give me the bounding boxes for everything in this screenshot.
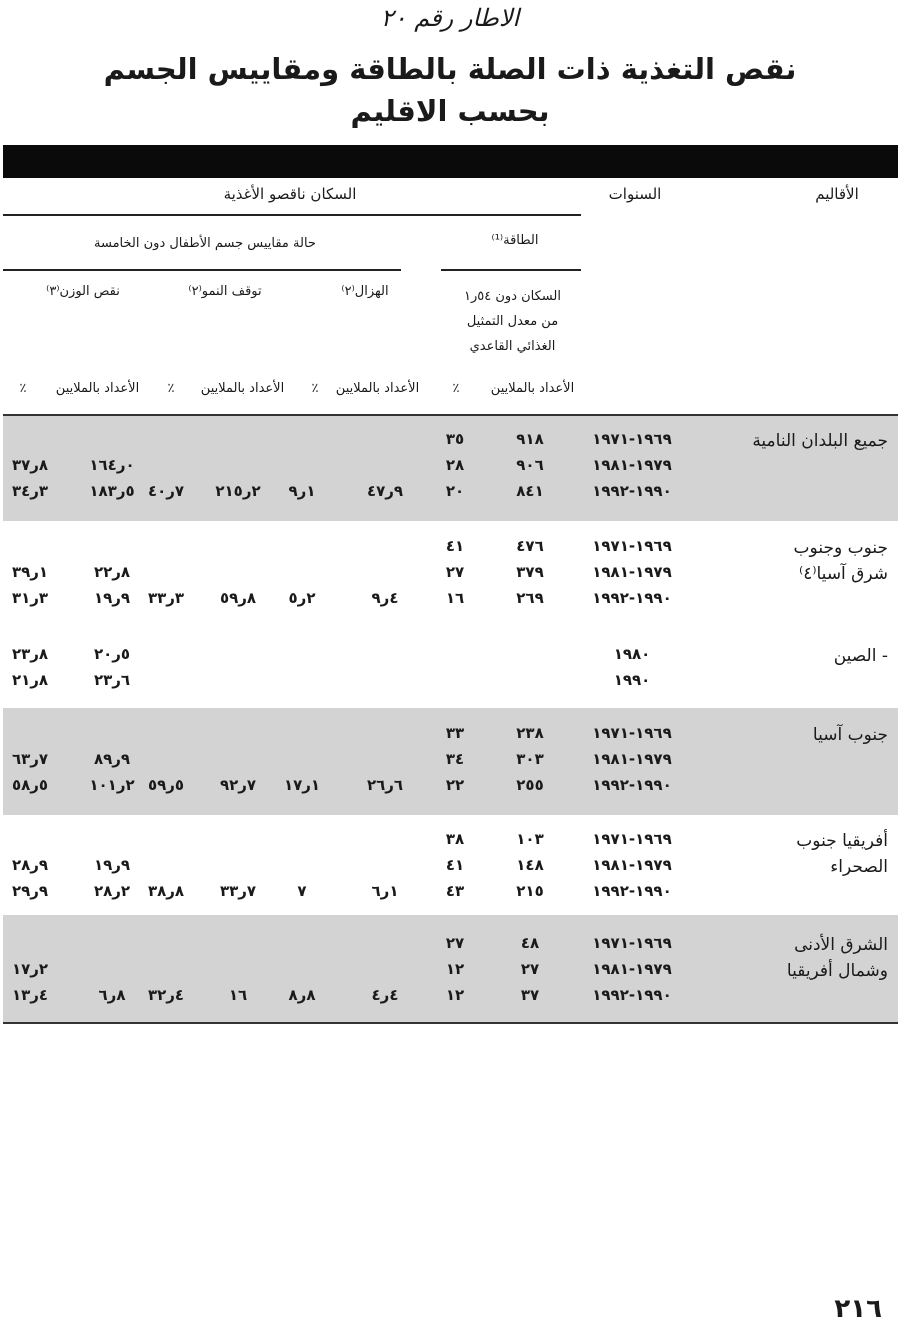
unit-wasting-num: الأعداد بالملايين — [335, 381, 420, 396]
col-anthropometry: حالة مقاييس جسم الأطفال دون الخامسة — [94, 236, 316, 251]
region-name — [728, 535, 888, 587]
cell-under-pct: ٩ر٢٨ — [11, 856, 49, 874]
cell-stunting-pct: ٨ر٣٨ — [147, 882, 185, 900]
cell-energy-num: ٢١٥ — [516, 882, 544, 900]
cell-under-pct: ٣ر٣١ — [11, 589, 49, 607]
page-subtitle: بحسب الاقليم — [350, 94, 550, 128]
cell-under-num: ٩ر١٩ — [93, 856, 131, 874]
region-name-line: وشمال أفريقيا — [786, 961, 888, 981]
cell-energy-num: ٣٠٣ — [516, 750, 544, 768]
region-name — [728, 932, 888, 984]
cell-under-pct: ٨ر٢١ — [11, 671, 49, 689]
unit-energy-pct: ٪ — [452, 381, 460, 396]
cell-energy-num: ٩٠٦ — [516, 456, 544, 474]
cell-energy-num: ٤٨ — [520, 934, 540, 952]
header-rule-3 — [441, 269, 581, 271]
cell-under-num: ٠ر١٦٤ — [89, 456, 135, 474]
cell-stunting-pct: ٥ر٥٩ — [147, 776, 185, 794]
unit-stunting-pct: ٪ — [167, 381, 175, 396]
cell-under-num: ٦ر٢٣ — [93, 671, 131, 689]
cell-years: ١٩٨٠ — [613, 645, 651, 663]
col-years: السنوات — [608, 185, 662, 203]
cell-stunting-num: ٧ر٣٣ — [219, 882, 257, 900]
col-stunting: توقف النمو⁽٢⁾ — [188, 284, 262, 299]
unit-under-pct: ٪ — [19, 381, 27, 396]
cell-wasting-num: ٤ر٩ — [371, 589, 399, 607]
energy-sub-line-1: السكان دون ٥٤ر١ — [464, 289, 561, 304]
cell-wasting-num: ٤ر٤ — [371, 986, 399, 1004]
table-rule — [3, 414, 898, 416]
cell-energy-pct: ٤١ — [445, 856, 465, 874]
col-regions: الأقاليم — [815, 185, 859, 203]
cell-years: ١٩٦٩-١٩٧١ — [592, 830, 672, 848]
cell-energy-num: ٢٥٥ — [516, 776, 544, 794]
cell-under-num: ٥ر١٨٣ — [89, 482, 135, 500]
cell-under-num: ٨ر٦ — [98, 986, 126, 1004]
cell-energy-pct: ١٢ — [445, 960, 465, 978]
unit-under-num: الأعداد بالملايين — [55, 381, 140, 396]
unit-energy-num: الأعداد بالملايين — [490, 381, 575, 396]
cell-energy-pct: ٤١ — [445, 537, 465, 555]
cell-energy-pct: ٢٧ — [445, 563, 465, 581]
header-rule-1 — [3, 214, 581, 216]
page-number: ٢١٦ — [834, 1294, 882, 1324]
energy-sub-line-3: الغذائي القاعدي — [469, 339, 556, 354]
cell-energy-num: ٣٧ — [520, 986, 540, 1004]
cell-wasting-num: ٦ر٢٦ — [366, 776, 404, 794]
cell-years: ١٩٦٩-١٩٧١ — [592, 934, 672, 952]
cell-energy-num: ٩١٨ — [516, 430, 544, 448]
cell-under-pct: ٢ر١٧ — [11, 960, 49, 978]
cell-years: ١٩٧٩-١٩٨١ — [592, 960, 672, 978]
cell-years: ١٩٧٩-١٩٨١ — [592, 856, 672, 874]
region-name — [728, 428, 888, 454]
region-name-line: - الصين — [833, 646, 888, 666]
cell-years: ١٩٩٠-١٩٩٢ — [592, 986, 672, 1004]
cell-energy-num: ٤٧٦ — [516, 537, 544, 555]
cell-stunting-num: ١٦ — [228, 986, 248, 1004]
cell-energy-pct: ١٢ — [445, 986, 465, 1004]
cell-years: ١٩٦٩-١٩٧١ — [592, 724, 672, 742]
cell-under-pct: ١ر٣٩ — [11, 563, 49, 581]
cell-wasting-pct: ٨ر٨ — [288, 986, 316, 1004]
region-name-line: أفريقيا جنوب — [796, 831, 888, 851]
cell-wasting-pct: ٢ر٥ — [288, 589, 316, 607]
cell-years: ١٩٦٩-١٩٧١ — [592, 430, 672, 448]
cell-under-pct: ٩ر٢٩ — [11, 882, 49, 900]
cell-under-num: ٩ر٨٩ — [93, 750, 131, 768]
cell-under-pct: ٨ر٢٣ — [11, 645, 49, 663]
region-name-line: جميع البلدان النامية — [752, 431, 888, 451]
cell-energy-pct: ٣٥ — [445, 430, 465, 448]
table-top-bar — [3, 145, 898, 178]
cell-stunting-num: ٢ر٢١٥ — [215, 482, 261, 500]
col-undernourished: السكان ناقصو الأغذية — [223, 185, 357, 203]
cell-energy-num: ٨٤١ — [516, 482, 544, 500]
table-rule — [3, 1022, 898, 1024]
cell-under-num: ٩ر١٩ — [93, 589, 131, 607]
cell-years: ١٩٩٠-١٩٩٢ — [592, 776, 672, 794]
cell-energy-pct: ٣٣ — [445, 724, 465, 742]
cell-stunting-pct: ٣ر٣٣ — [147, 589, 185, 607]
cell-years: ١٩٩٠ — [613, 671, 651, 689]
cell-energy-num: ٣٧٩ — [516, 563, 544, 581]
cell-energy-pct: ٣٨ — [445, 830, 465, 848]
cell-under-pct: ٥ر٥٨ — [11, 776, 49, 794]
cell-under-num: ٢ر٢٨ — [93, 882, 131, 900]
cell-years: ١٩٧٩-١٩٨١ — [592, 456, 672, 474]
cell-stunting-num: ٧ر٩٢ — [219, 776, 257, 794]
cell-energy-pct: ٤٣ — [445, 882, 465, 900]
region-name-line: شرق آسيا⁽٤⁾ — [799, 564, 888, 584]
cell-stunting-pct: ٧ر٤٠ — [147, 482, 185, 500]
cell-energy-pct: ١٦ — [445, 589, 465, 607]
cell-energy-pct: ٣٤ — [445, 750, 465, 768]
col-energy: الطاقة⁽¹⁾ — [491, 233, 539, 248]
cell-under-pct: ٣ر٣٤ — [11, 482, 49, 500]
region-name — [728, 828, 888, 880]
cell-under-num: ٢ر١٠١ — [89, 776, 135, 794]
energy-sub-line-2: من معدل التمثيل — [466, 314, 559, 329]
energy-subheading — [445, 284, 580, 359]
col-wasting: الهزال⁽٢⁾ — [341, 284, 389, 299]
cell-under-pct: ٧ر٦٣ — [11, 750, 49, 768]
page-title: نقص التغذية ذات الصلة بالطاقة ومقاييس الجسم — [103, 52, 797, 86]
cell-energy-num: ١٠٣ — [516, 830, 544, 848]
col-underweight: نقص الوزن⁽٣⁾ — [46, 284, 120, 299]
cell-energy-pct: ٢٠ — [445, 482, 465, 500]
cell-energy-num: ٢٣٨ — [516, 724, 544, 742]
header-rule-2 — [3, 269, 401, 271]
cell-years: ١٩٩٠-١٩٩٢ — [592, 589, 672, 607]
cell-under-pct: ٨ر٣٧ — [11, 456, 49, 474]
cell-under-num: ٨ر٢٢ — [93, 563, 131, 581]
unit-wasting-pct: ٪ — [311, 381, 319, 396]
cell-energy-num: ٢٧ — [520, 960, 540, 978]
cell-wasting-num: ١ر٦ — [371, 882, 399, 900]
box-label: الاطار رقم ٢٠ — [380, 4, 520, 32]
cell-wasting-pct: ٧ — [297, 882, 307, 900]
cell-energy-pct: ٢٧ — [445, 934, 465, 952]
cell-stunting-num: ٨ر٥٩ — [219, 589, 257, 607]
cell-years: ١٩٦٩-١٩٧١ — [592, 537, 672, 555]
cell-wasting-pct: ١ر١٧ — [283, 776, 321, 794]
cell-energy-pct: ٢٢ — [445, 776, 465, 794]
cell-wasting-pct: ١ر٩ — [288, 482, 316, 500]
region-name-line: جنوب وجنوب — [793, 538, 888, 558]
region-name — [728, 722, 888, 748]
region-name — [728, 643, 888, 669]
cell-years: ١٩٧٩-١٩٨١ — [592, 750, 672, 768]
cell-energy-num: ١٤٨ — [516, 856, 544, 874]
cell-energy-pct: ٢٨ — [445, 456, 465, 474]
region-name-line: الصحراء — [830, 857, 888, 877]
cell-under-pct: ٤ر١٣ — [11, 986, 49, 1004]
cell-under-num: ٥ر٢٠ — [93, 645, 131, 663]
cell-stunting-pct: ٤ر٣٢ — [147, 986, 185, 1004]
cell-years: ١٩٧٩-١٩٨١ — [592, 563, 672, 581]
cell-wasting-num: ٩ر٤٧ — [366, 482, 404, 500]
cell-energy-num: ٢٦٩ — [516, 589, 544, 607]
region-name-line: جنوب آسيا — [812, 725, 888, 745]
unit-stunting-num: الأعداد بالملايين — [200, 381, 285, 396]
cell-years: ١٩٩٠-١٩٩٢ — [592, 482, 672, 500]
cell-years: ١٩٩٠-١٩٩٢ — [592, 882, 672, 900]
region-name-line: الشرق الأدنى — [794, 935, 888, 955]
